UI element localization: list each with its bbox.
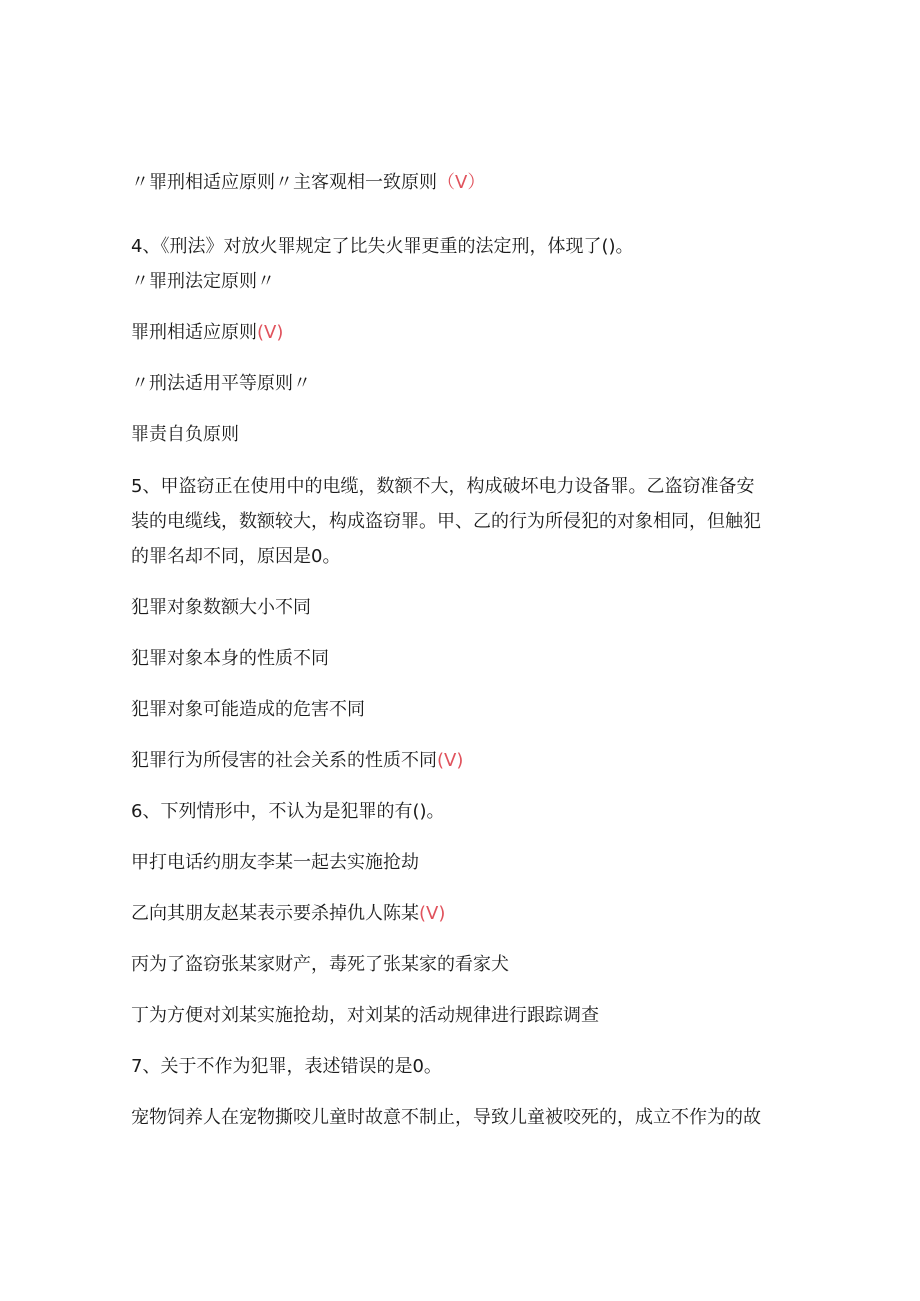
question-4: 4、《刑法》对放火罪规定了比失火罪更重的法定刑，体现了()。	[131, 236, 634, 257]
answer-mark: (V)	[419, 903, 446, 924]
option-line: 宠物饲养人在宠物撕咬儿童时故意不制止，导致儿童被咬死的，成立不作为的故	[131, 1107, 761, 1128]
option-line: 丙为了盗窃张某家财产，毒死了张某家的看家犬	[131, 954, 509, 975]
answer-mark: （V）	[437, 172, 486, 193]
option-line: 犯罪对象数额大小不同	[131, 597, 311, 618]
option-line: 丁为方便对刘某实施抢劫，对刘某的活动规律进行跟踪调查	[131, 1005, 599, 1026]
question-7: 7、关于不作为犯罪，表述错误的是0。	[131, 1056, 442, 1077]
option-line: 〃刑法适用平等原则〃	[131, 373, 311, 394]
option-line: 犯罪对象可能造成的危害不同	[131, 699, 365, 720]
option-line: 〃罪刑法定原则〃	[131, 271, 275, 292]
answer-mark: (V)	[257, 322, 284, 343]
question-5-line-1: 5、甲盗窃正在使用中的电缆，数额不大，构成破坏电力设备罪。乙盗窃准备安	[131, 476, 755, 497]
option-line: 甲打电话约朋友李某一起去实施抢劫	[131, 852, 419, 873]
text-line: 〃罪刑相适应原则〃主客观相一致原则（V）	[131, 172, 486, 193]
option-line: 犯罪对象本身的性质不同	[131, 648, 329, 669]
question-5-line-2: 装的电缆线，数额较大，构成盗窃罪。甲、乙的行为所侵犯的对象相同，但触犯	[131, 511, 761, 532]
option-line: 犯罪行为所侵害的社会关系的性质不同(V)	[131, 750, 464, 771]
option-line: 乙向其朋友赵某表示要杀掉仇人陈某(V)	[131, 903, 446, 924]
question-5-line-3: 的罪名却不同，原因是0。	[131, 546, 341, 567]
option-line: 罪责自负原则	[131, 424, 239, 445]
option-line: 罪刑相适应原则(V)	[131, 322, 284, 343]
answer-mark: (V)	[437, 750, 464, 771]
question-6: 6、下列情形中，不认为是犯罪的有()。	[131, 801, 445, 822]
